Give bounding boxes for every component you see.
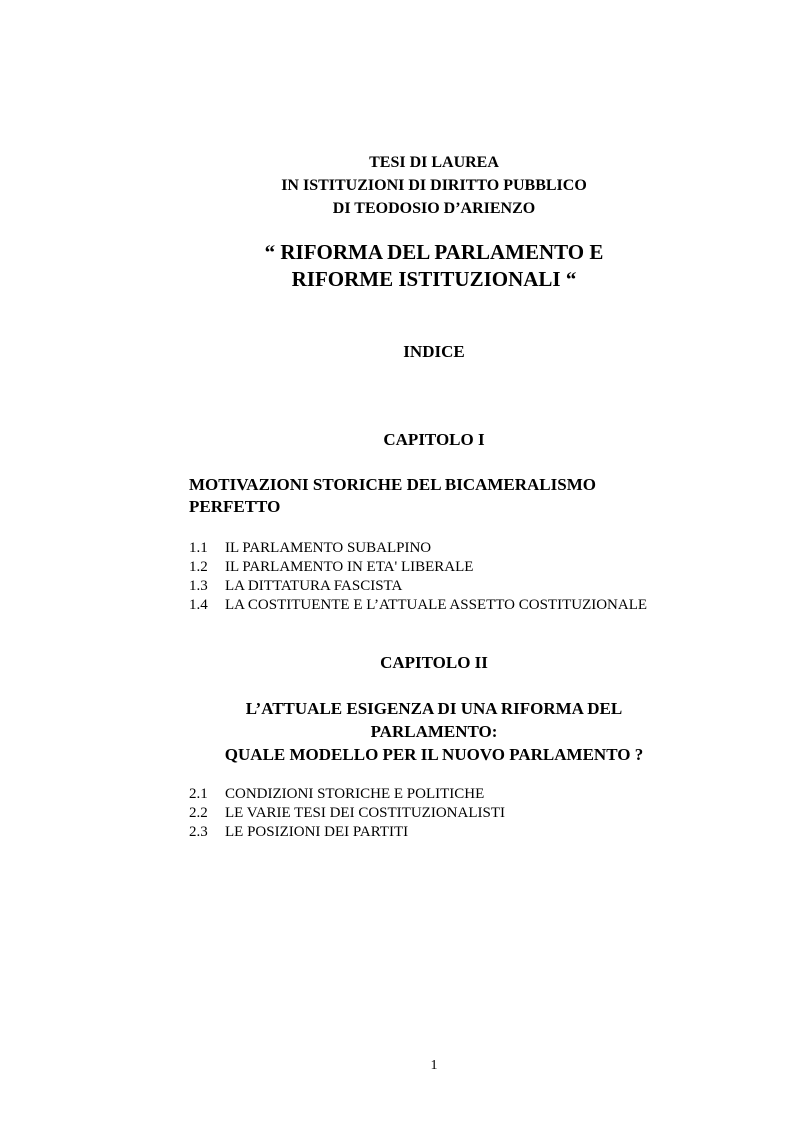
thesis-author: DI TEODOSIO D’ARIENZO [332,200,536,217]
toc-item-text: LE POSIZIONI DEI PARTITI [225,824,409,840]
chapter-2-title-line: QUALE MODELLO PER IL NUOVO PARLAMENTO ? [224,745,644,764]
toc-item-text: IL PARLAMENTO SUBALPINO [225,540,432,556]
chapter-1-title-line: MOTIVAZIONI STORICHE DEL BICAMERALISMO [189,475,596,494]
toc-item [189,577,647,596]
thesis-title-line-1: “ RIFORMA DEL PARLAMENTO E [264,240,604,264]
toc-item [189,539,647,558]
toc-item-number: 1.1 [189,540,208,556]
thesis-title-line-2: RIFORME ISTITUZIONALI “ [291,267,577,291]
chapter-2-title-line: L’ATTUALE ESIGENZA DI UNA RIFORMA DEL [245,699,623,718]
index-heading: INDICE [403,342,465,361]
toc-item [189,596,647,615]
page-number: 1 [430,1058,438,1073]
toc-item [189,785,505,804]
toc-item [189,804,505,823]
toc-item-text: IL PARLAMENTO IN ETA' LIBERALE [225,559,474,575]
toc-item [189,558,647,577]
chapter-1-toc [189,539,647,615]
toc-item-number: 2.2 [189,805,208,821]
chapter-2-heading: CAPITOLO II [380,653,488,672]
thesis-label: TESI DI LAUREA [369,154,499,171]
toc-item-number: 2.3 [189,824,208,840]
thesis-subject: IN ISTITUZIONI DI DIRITTO PUBBLICO [281,177,587,194]
chapter-2-toc [189,785,505,842]
chapter-1-title-line: PERFETTO [189,497,281,516]
toc-item [189,823,505,842]
chapter-1-title [189,474,669,518]
chapter-2-title [0,697,793,766]
toc-item-text: LA DITTATURA FASCISTA [225,578,403,594]
toc-item-text: LE VARIE TESI DEI COSTITUZIONALISTI [225,805,505,821]
toc-item-number: 1.3 [189,578,208,594]
toc-item-text: CONDIZIONI STORICHE E POLITICHE [225,786,485,802]
chapter-1-heading: CAPITOLO I [383,430,485,449]
toc-item-number: 1.2 [189,559,208,575]
toc-item-number: 2.1 [189,786,208,802]
toc-item-number: 1.4 [189,597,208,613]
toc-item-text: LA COSTITUENTE E L’ATTUALE ASSETTO COSTITUZIONALE [225,597,648,613]
chapter-2-title-line: PARLAMENTO: [370,722,498,741]
